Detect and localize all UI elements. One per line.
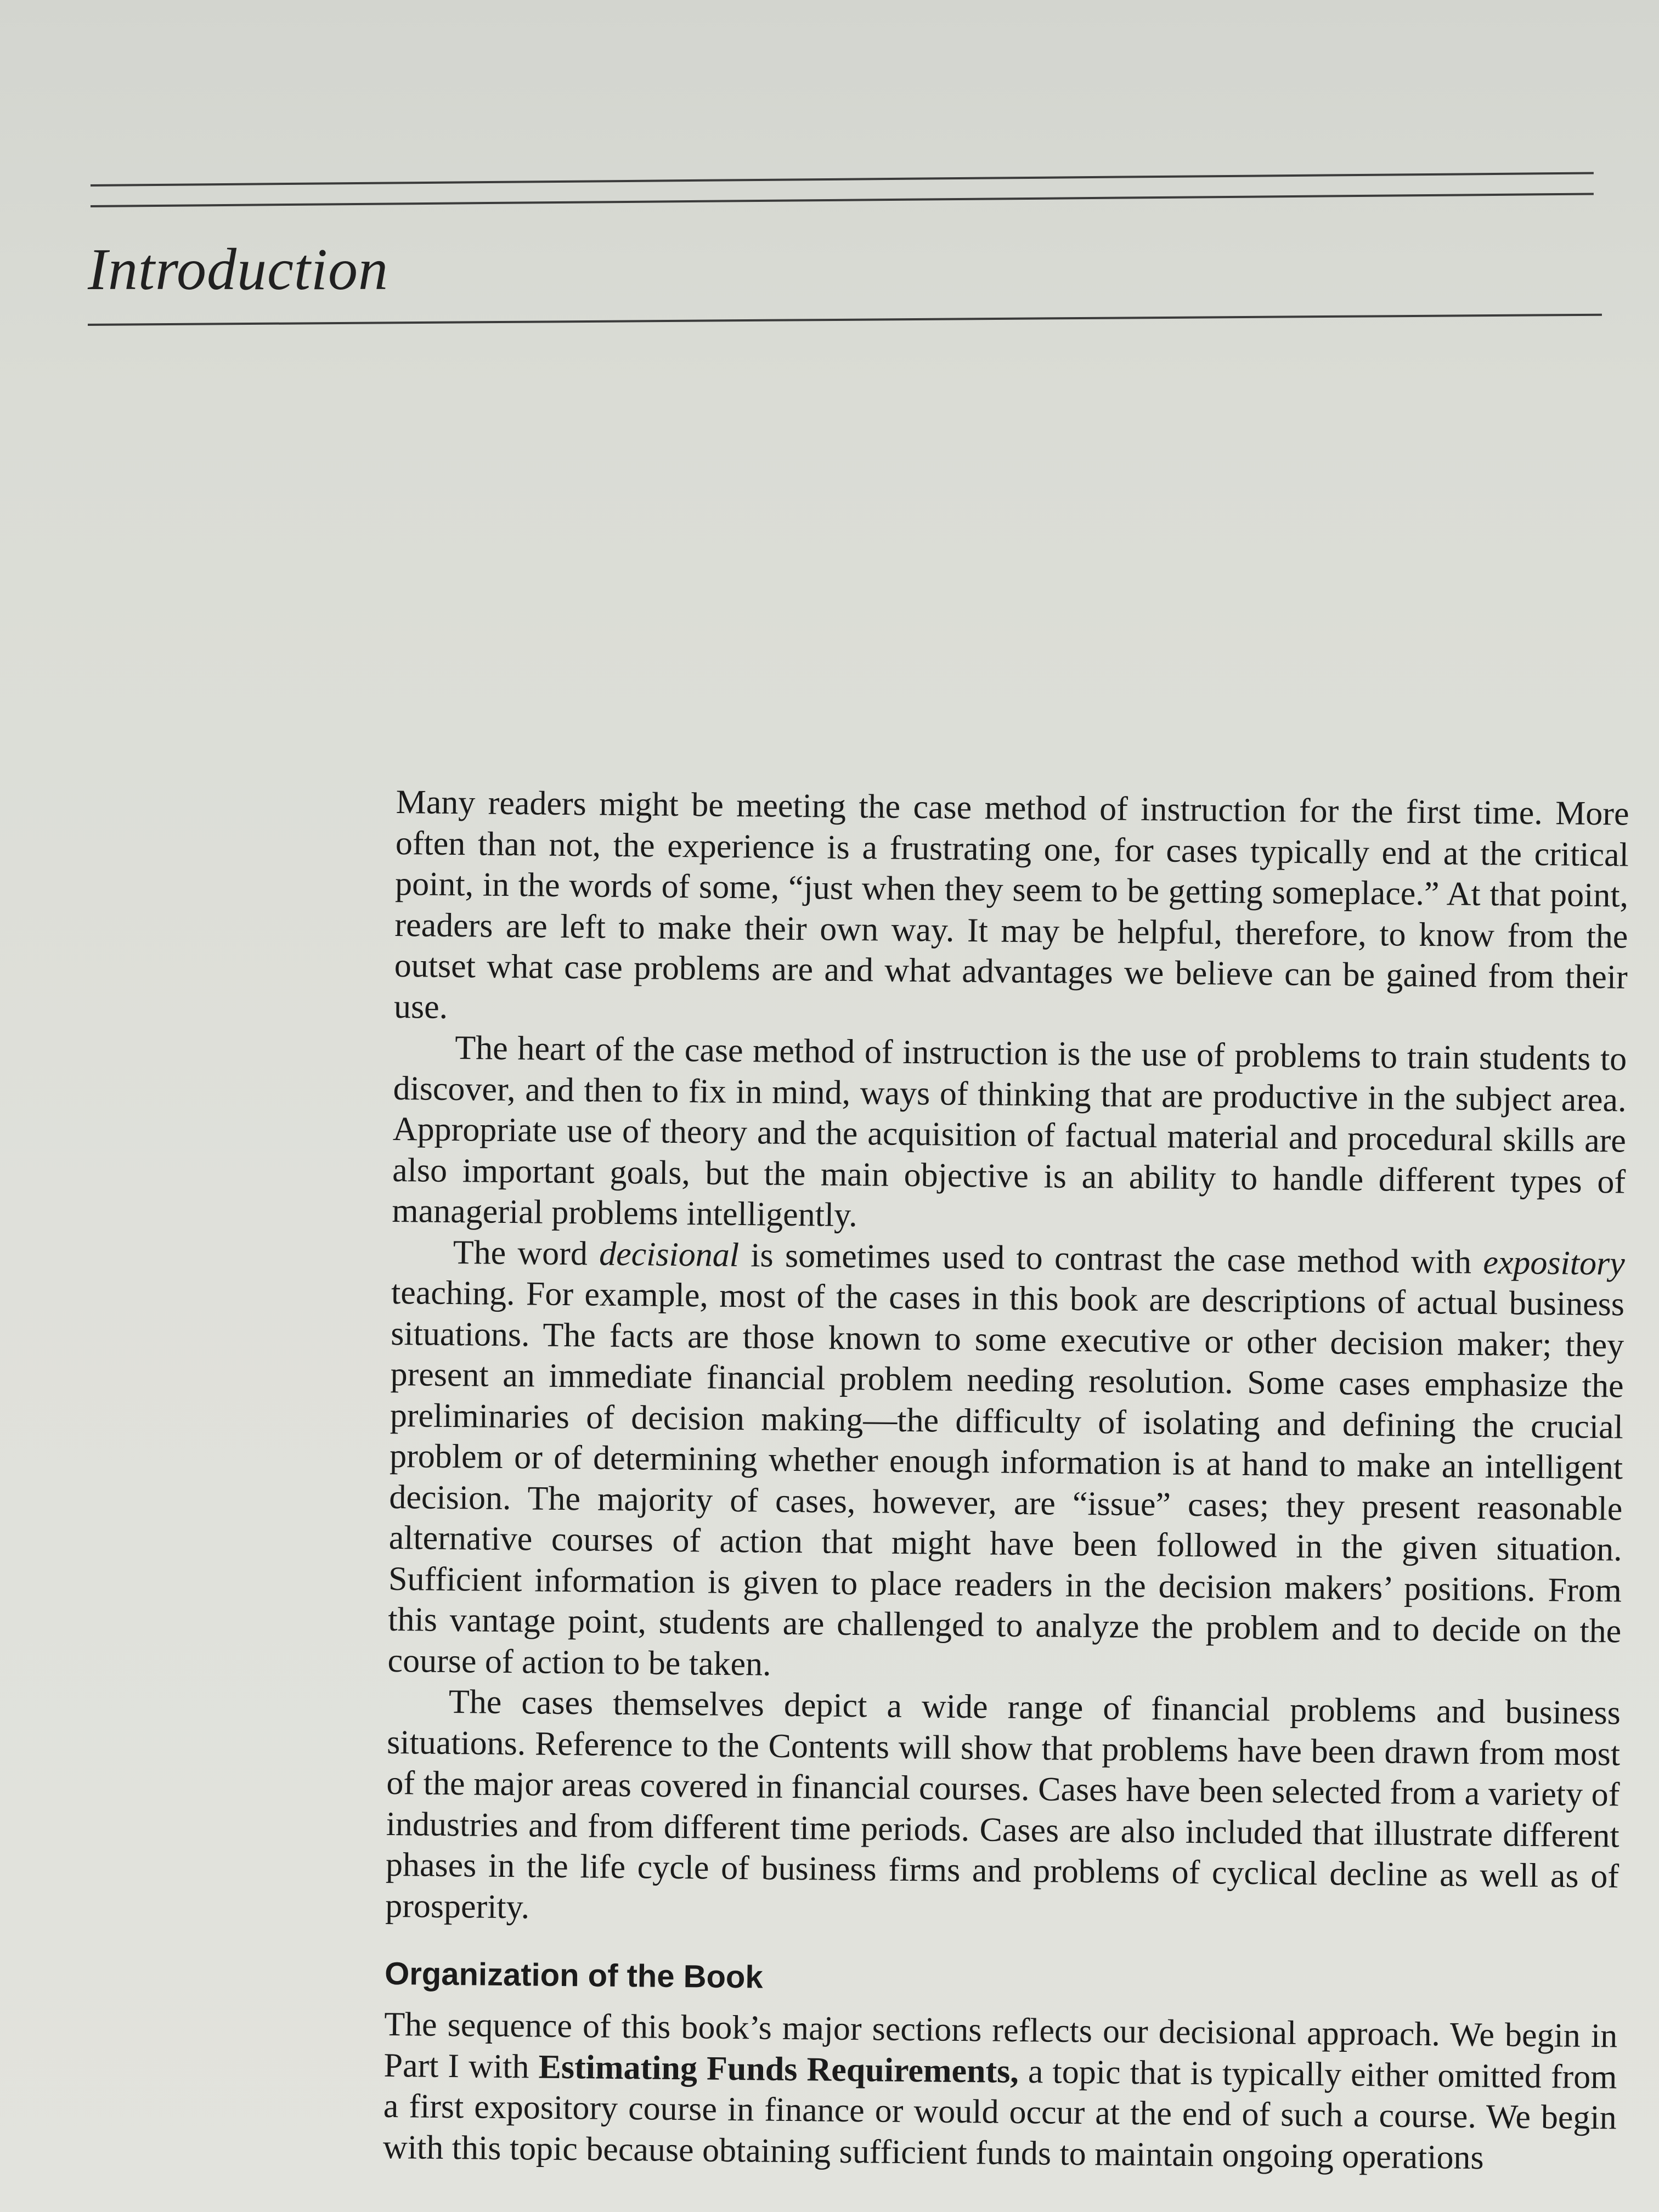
paragraph-3-emphasis-expository: expository bbox=[1483, 1243, 1626, 1283]
paragraph-3-emphasis-decisional: decisional bbox=[599, 1235, 740, 1274]
chapter-title: Introduction bbox=[88, 237, 388, 302]
main-text bbox=[383, 782, 1629, 2179]
section-heading: Organization of the Book bbox=[384, 1955, 763, 1995]
section-paragraph-1 bbox=[383, 2004, 1618, 2180]
paragraph-1: Many readers might be meeting the case method of instruction for the first time. More often than not, the experience is a frustrating one, for cases typically end at the critical point, in the words of some, “just when they seem to be getting someplace.” At that point, readers are left to make their own way. It may be helpful, therefore, to know from the outset what case problems are and what advantages we believe can be gained from their use. bbox=[393, 783, 1629, 1026]
section-paragraph-text-a: The sequence of this book’s major sections reflects our decisional approach. We begin in Part I with bbox=[383, 2005, 1618, 2086]
paragraph-3-text-b: is sometimes used to contrast the case method with bbox=[738, 1236, 1483, 1281]
chapter-top-rule bbox=[91, 172, 1594, 187]
chapter-second-rule bbox=[91, 193, 1594, 207]
section-paragraph-text-b: a topic that is typically either omitted from a first expository course in finance or would occur at the end of such a course. We begin with this topic because obtaining sufficient funds to maintain ongoing operations bbox=[382, 2052, 1617, 2176]
chapter-title-underline bbox=[88, 314, 1602, 326]
paragraph-4: The cases themselves depict a wide range of financial problems and business situations. Reference to the Contents will show that problems have been drawn from most of the major areas covered in financial courses. Cases have been selected from a variety of industries and from different time periods. Cases are also included that illustrate different phases in the life cycle of business firms and problems of cyclical decline as well as of prosperity. bbox=[385, 1683, 1621, 1926]
paragraph-3-text-c: teaching. For example, most of the cases in this book are descriptions of actual business situations. The facts are those known to some executive or other decision maker; they present an immediate financial problem needing resolution. Some cases emphasize the preliminaries of decision making—the difficulty of isolating and defining the crucial problem or of determining whether enough information is at hand to make an intelligent decision. The majority of cases, however, are “issue” cases; they present reasonable alternative courses of action that might have been followed in the given situation. Sufficient information is given to place readers in the decision makers’ positions. From this vantage point, students are challenged to analyze the problem and to decide on the course of action to be taken. bbox=[387, 1273, 1625, 1683]
paragraph-3-text-a: The word bbox=[453, 1233, 600, 1273]
section-paragraph-bold-term: Estimating Funds Requirements, bbox=[538, 2048, 1019, 2090]
paragraph-2: The heart of the case method of instruction is the use of problems to train students to discover, and then to fix in mind, ways of thinking that are productive in the subject area. Appropriate use of theory and the acquisition of factual material and procedural skills are also important goals, but the main objective is an ability to handle different types of managerial problems intelligently. bbox=[392, 1029, 1627, 1234]
paragraph-3 bbox=[387, 1231, 1625, 1692]
